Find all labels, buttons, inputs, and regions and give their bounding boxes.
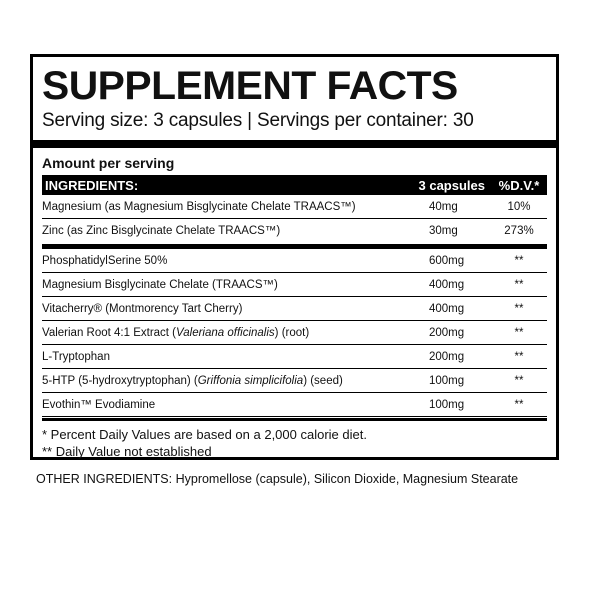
dv-header-label: %D.V.* bbox=[498, 177, 540, 193]
ingredient-name-pre: Valerian Root 4:1 Extract ( bbox=[42, 326, 177, 339]
ingredient-dv: ** bbox=[514, 398, 524, 411]
ingredient-row bbox=[42, 249, 547, 273]
ingredient-dv: ** bbox=[514, 254, 524, 267]
ingredient-dv: 10% bbox=[507, 200, 531, 213]
ingredient-row bbox=[42, 219, 547, 242]
blend-rows bbox=[42, 249, 547, 417]
ingredient-amount: 30mg bbox=[429, 224, 458, 237]
ingredient-name: PhosphatidylSerine 50% bbox=[42, 254, 168, 267]
ingredient-name-post: ) (seed) bbox=[303, 374, 343, 387]
ingredient-row bbox=[42, 273, 547, 297]
ingredient-name-latin: Valeriana officinalis bbox=[176, 326, 275, 339]
amount-per-serving-label: Amount per serving bbox=[42, 155, 175, 171]
ingredient-dv: ** bbox=[514, 350, 524, 363]
ingredient-amount: 400mg bbox=[429, 302, 465, 315]
footnote-dv: * Percent Daily Values are based on a 2,000 calorie diet. bbox=[42, 427, 367, 442]
ingredient-row bbox=[42, 393, 547, 417]
ingredient-name: Zinc (as Zinc Bisglycinate Chelate TRAACS™) bbox=[42, 224, 281, 237]
ingredient-dv: 273% bbox=[504, 224, 534, 237]
serving-info: Serving size: 3 capsules | Servings per container: 30 bbox=[42, 110, 474, 131]
ingredient-dv: ** bbox=[514, 374, 524, 387]
other-ingredients: OTHER INGREDIENTS: Hypromellose (capsule), Silicon Dioxide, Magnesium Stearate bbox=[36, 472, 519, 486]
ingredient-amount: 100mg bbox=[429, 398, 465, 411]
ingredient-name-pre: 5-HTP (5-hydroxytryptophan) ( bbox=[42, 374, 198, 387]
ingredient-name-post: ) (root) bbox=[274, 326, 310, 339]
ingredient-dv: ** bbox=[514, 326, 524, 339]
ingredient-dv: ** bbox=[514, 302, 524, 315]
ingredient-amount: 100mg bbox=[429, 374, 465, 387]
ingredient-row bbox=[42, 297, 547, 321]
ingredient-name bbox=[42, 375, 429, 387]
ingredient-amount: 600mg bbox=[429, 254, 465, 267]
ingredient-row bbox=[42, 321, 547, 345]
ingredients-header-label: INGREDIENTS: bbox=[45, 177, 139, 193]
ingredient-row bbox=[42, 369, 547, 393]
ingredient-row bbox=[42, 345, 547, 369]
ingredient-name: Magnesium (as Magnesium Bisglycinate Chelate TRAACS™) bbox=[42, 200, 356, 213]
ingredient-name: Magnesium Bisglycinate Chelate (TRAACS™) bbox=[42, 278, 278, 291]
ingredient-name: Vitacherry® (Montmorency Tart Cherry) bbox=[42, 302, 243, 315]
ingredient-amount: 200mg bbox=[429, 350, 465, 363]
ingredient-name-latin: Griffonia simplicifolia bbox=[197, 374, 304, 387]
ingredient-name: L-Tryptophan bbox=[42, 350, 110, 363]
bottom-divider bbox=[42, 418, 547, 421]
ingredient-name: Evothin™ Evodiamine bbox=[42, 398, 156, 411]
ingredient-amount: 400mg bbox=[429, 278, 465, 291]
ingredient-name bbox=[42, 327, 429, 339]
ingredient-amount: 200mg bbox=[429, 326, 465, 339]
ingredient-dv: ** bbox=[514, 278, 524, 291]
amount-header-label: 3 capsules bbox=[418, 177, 485, 193]
footnote-not-established: ** Daily Value not established bbox=[42, 444, 212, 459]
supplement-facts-panel bbox=[30, 54, 559, 460]
panel-title: SUPPLEMENT FACTS bbox=[42, 64, 458, 108]
ingredient-row bbox=[42, 195, 547, 219]
ingredient-amount: 40mg bbox=[429, 200, 458, 213]
ingredients-header bbox=[42, 175, 547, 195]
basic-rows bbox=[42, 195, 547, 242]
footnotes bbox=[42, 426, 547, 460]
thick-divider bbox=[33, 140, 556, 148]
